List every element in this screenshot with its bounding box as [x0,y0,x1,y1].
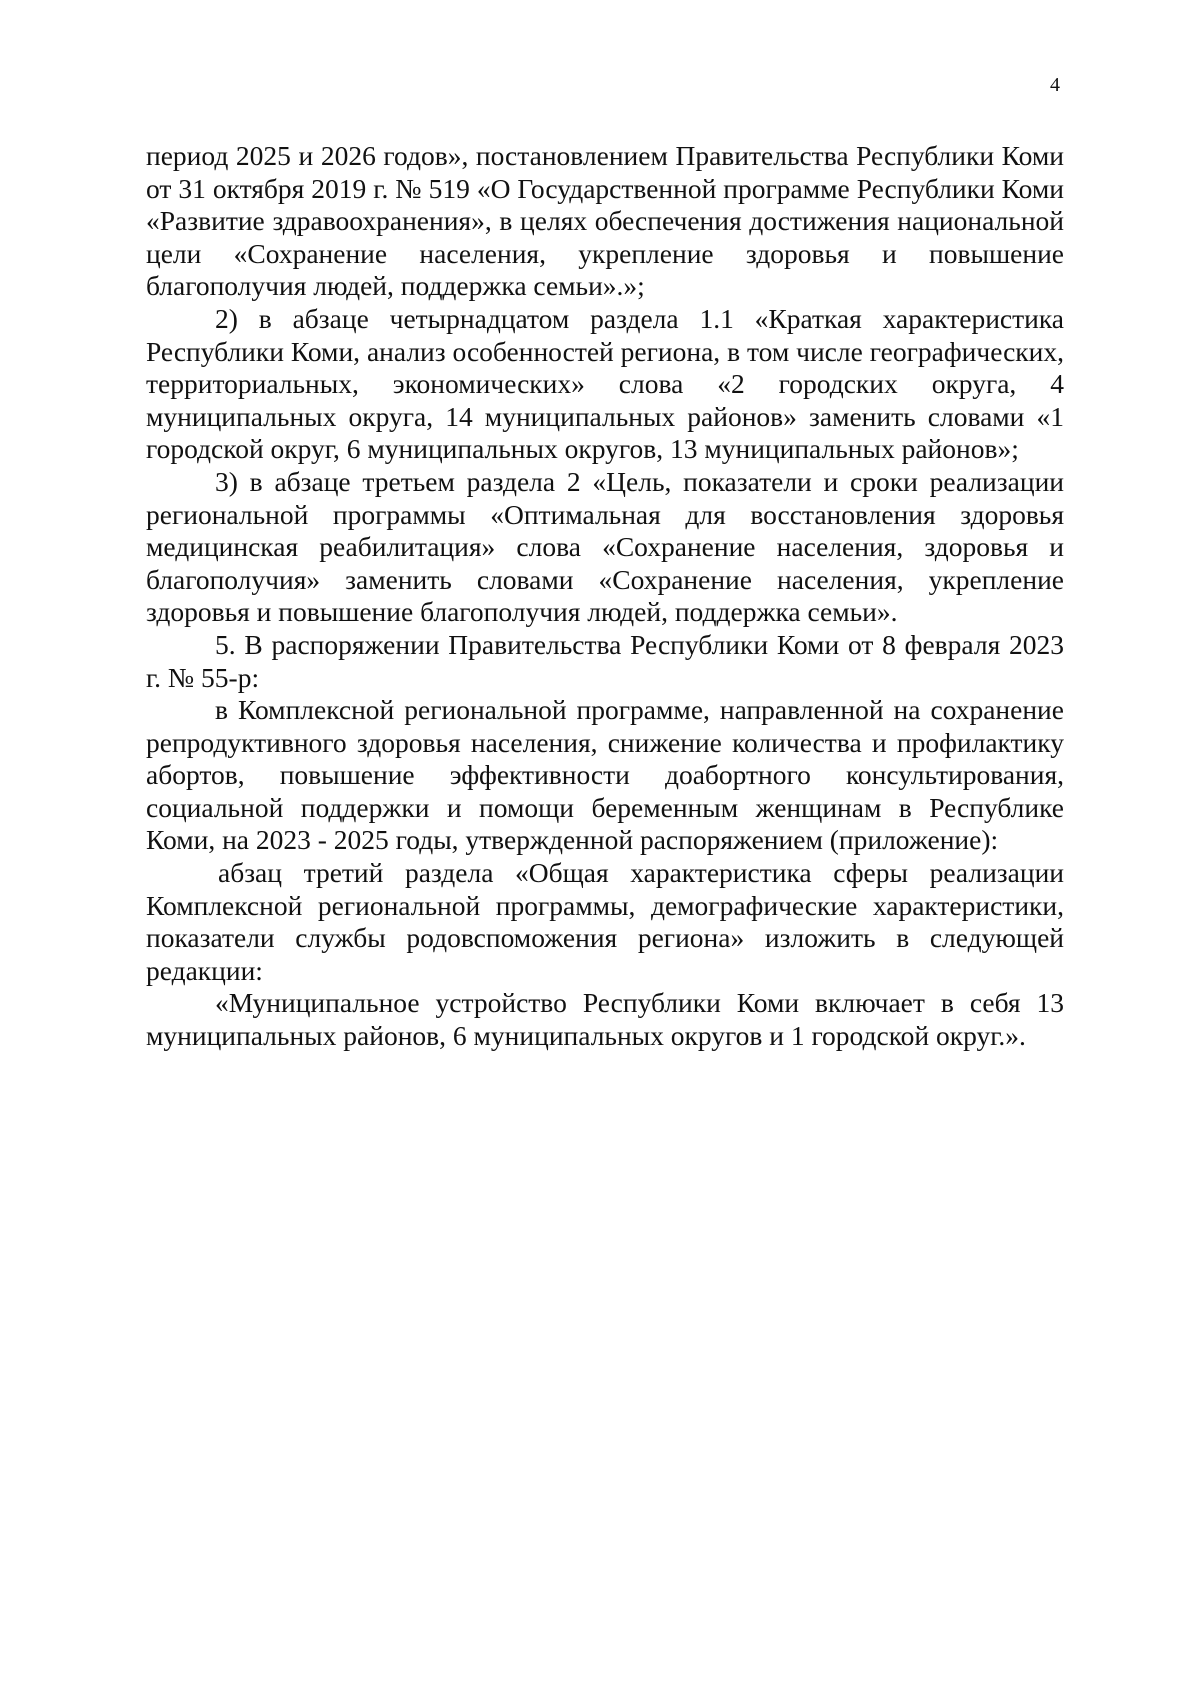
paragraph-item-5: 5. В распоряжении Правительства Республики Коми от 8 февраля 2023 г. № 55-р: [146,628,1064,693]
paragraph-section-revision: абзац третий раздела «Общая характеристика сферы реализации Комплексной региональной программы, демографические характеристики, показатели службы родовспоможения региона» изложить в следующей редакции: [146,857,1064,986]
document-body [146,140,1064,1053]
paragraph-item-3: 3) в абзаце третьем раздела 2 «Цель, показатели и сроки реализации региональной программы «Оптимальная для восстановления здоровья медицинская реабилитация» слова «Сохранение населения, здоровья и благополучия» заменить словами «Сохранение населения, укрепление здоровья и повышение благополучия людей, поддержка семьи». [146,465,1064,628]
paragraph-continuation: период 2025 и 2026 годов», постановлением Правительства Республики Коми от 31 октября 2019 г. № 519 «О Государственной программе Республики Коми «Развитие здравоохранения», в целях обеспечения достижения национальной цели «Сохранение населения, укрепление здоровья и повышение благополучия людей, поддержка семьи».»; [146,140,1064,302]
page-number: 4 [1050,74,1060,96]
paragraph-new-wording: «Муниципальное устройство Республики Коми включает в себя 13 муниципальных районов, 6 муниципальных округов и 1 городской округ.». [146,987,1064,1052]
paragraph-program-amendment: в Комплексной региональной программе, направленной на сохранение репродуктивного здоровья населения, снижение количества и профилактику абортов, повышение эффективности доабортного консультирования, социальной поддержки и помощи беременным женщинам в Республике Коми, на 2023 - 2025 годы, утвержденной распоряжением (приложение): [146,694,1064,856]
paragraph-item-2: 2) в абзаце четырнадцатом раздела 1.1 «Краткая характеристика Республики Коми, анализ особенностей региона, в том числе географических, территориальных, экономических» слова «2 городских округа, 4 муниципальных округа, 14 муниципальных районов» заменить словами «1 городской округ, 6 муниципальных округов, 13 муниципальных районов»; [146,302,1064,465]
